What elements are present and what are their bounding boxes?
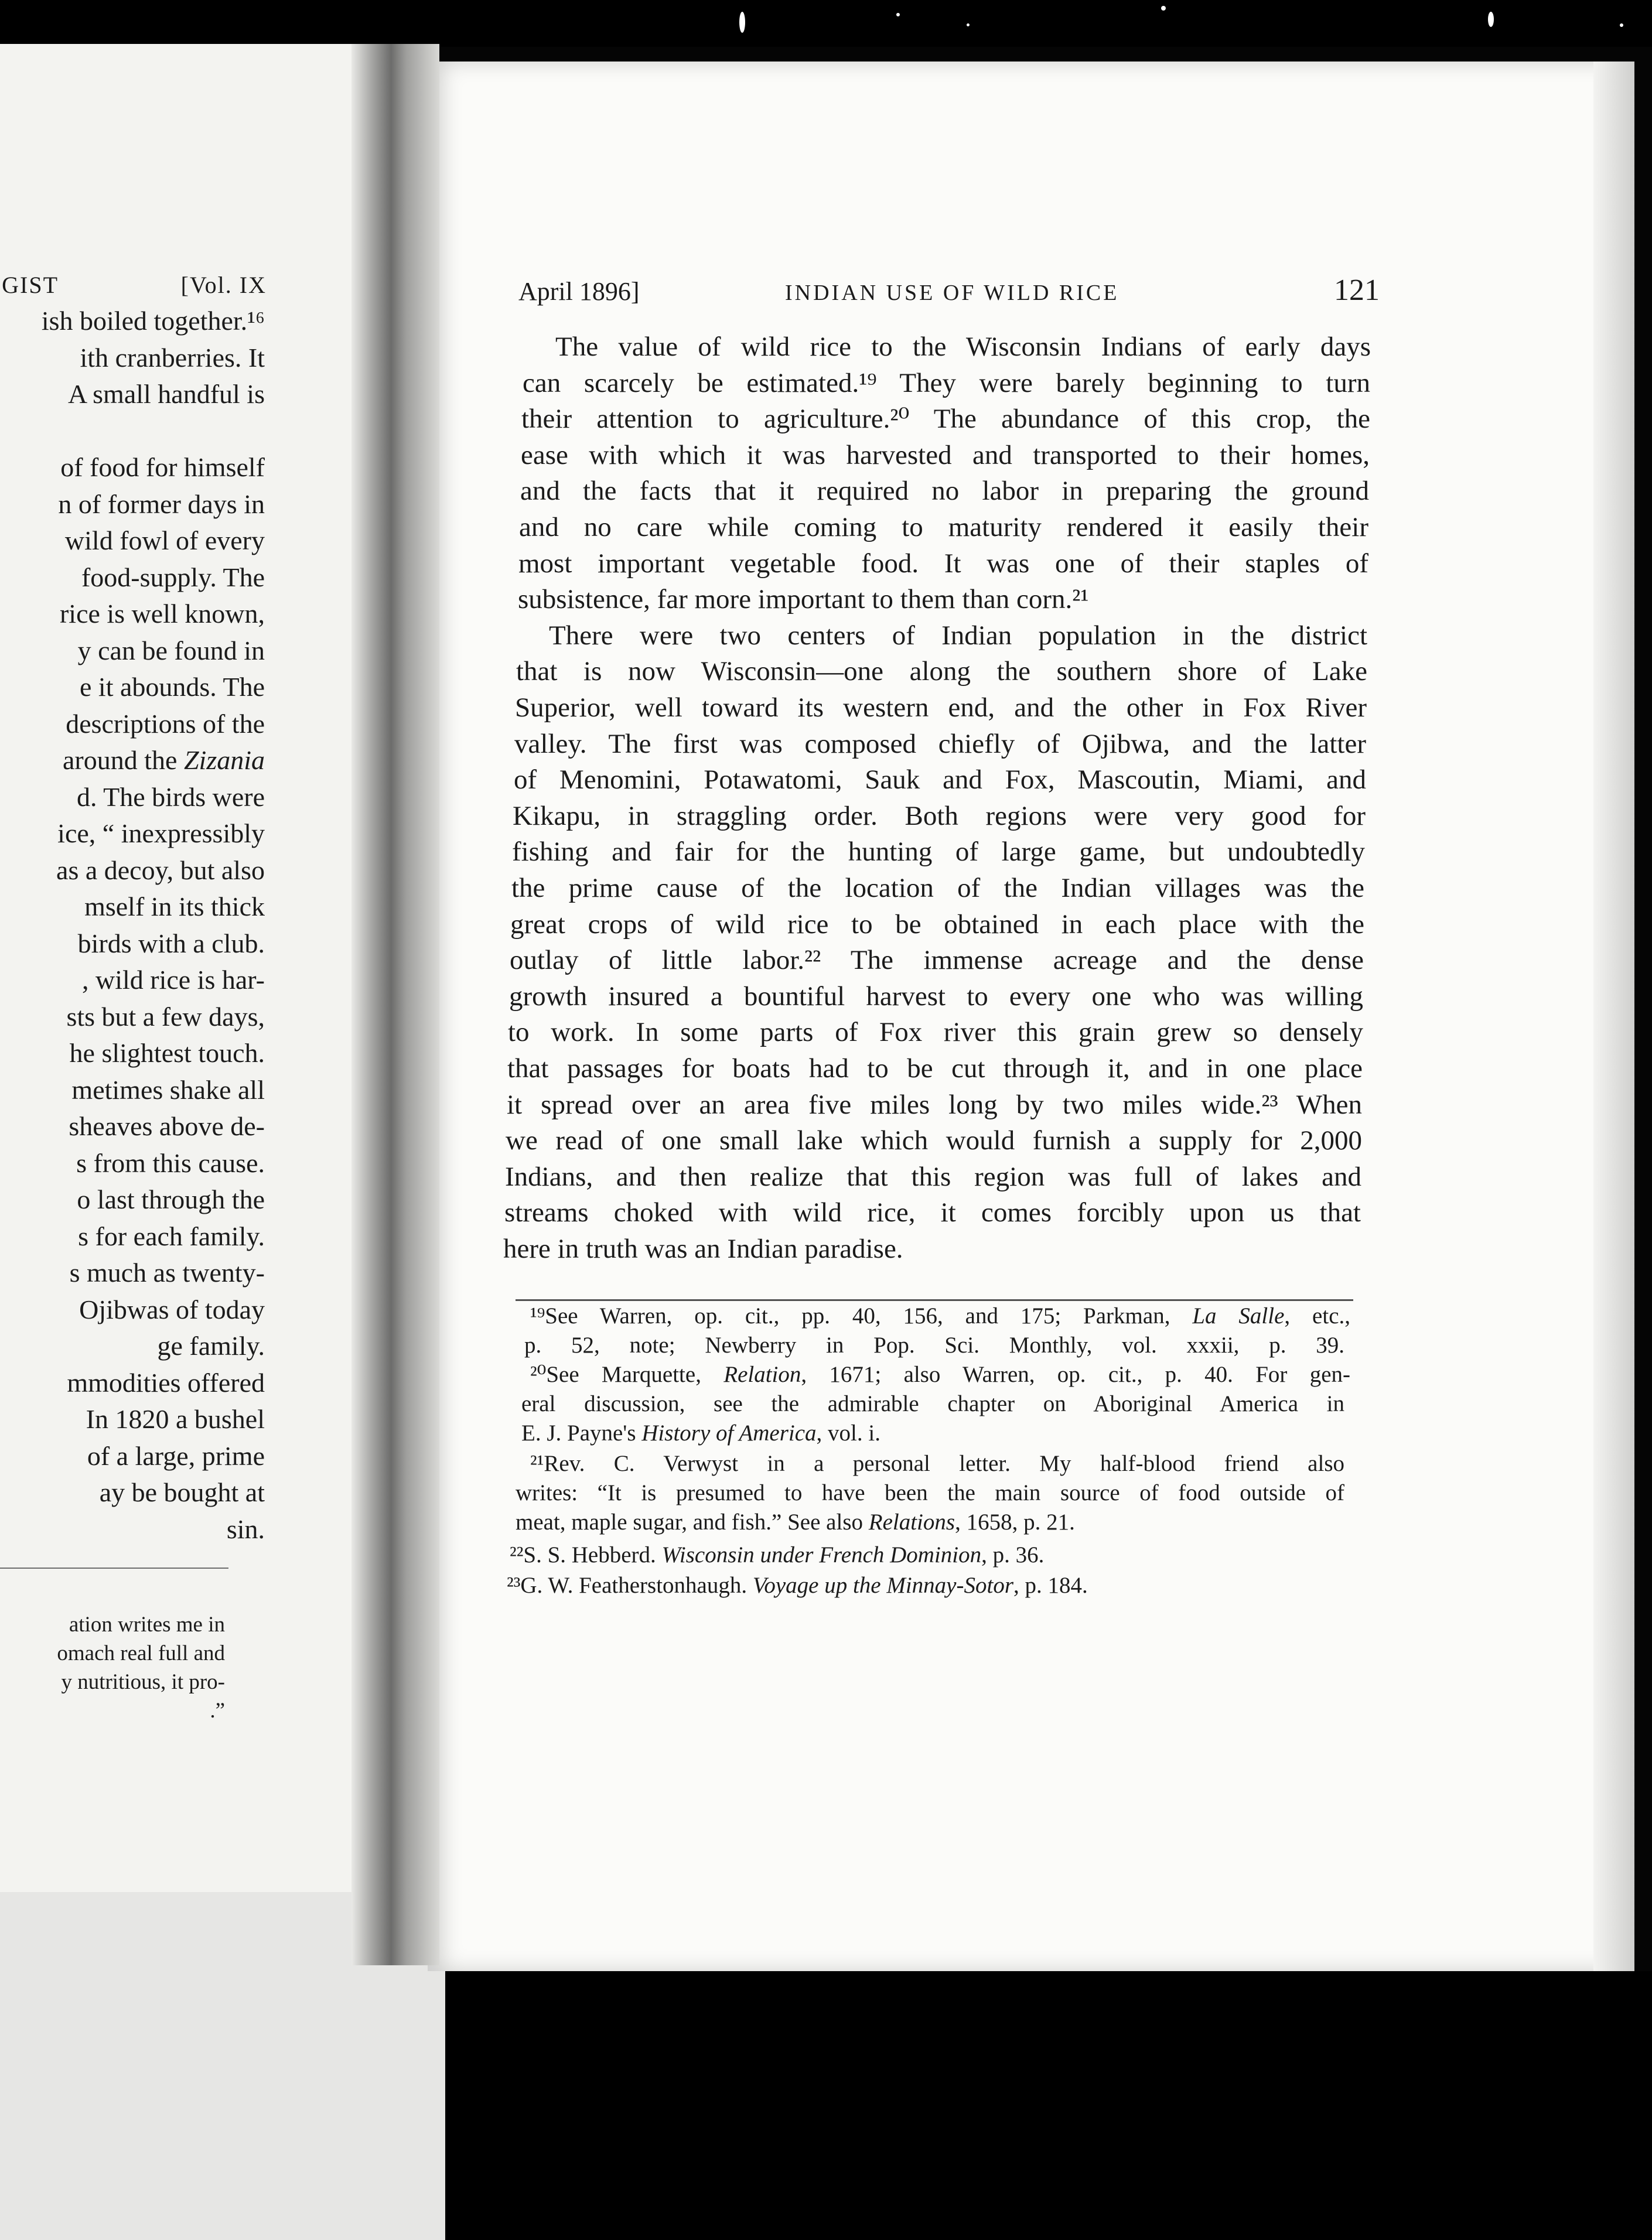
left-page-line: n of former days in: [58, 489, 265, 519]
page-number: 121: [1334, 274, 1380, 307]
left-page-line: mself in its thick: [84, 892, 265, 921]
left-page-line: descriptions of the: [66, 709, 265, 739]
body-line: Indians, and then realize that this region was full of lakes and: [505, 1162, 1361, 1192]
left-page-line: around the Zizania: [63, 745, 265, 775]
left-page-line: A small handful is: [67, 379, 265, 409]
footnote-text: ²¹Rev. C. Verwyst in a personal letter. My half-blood friend also: [530, 1451, 1344, 1476]
running-head-title: INDIAN USE OF WILD RICE: [785, 281, 1119, 305]
left-page-line: ay be bought at: [99, 1477, 265, 1507]
left-page-line: Ojibwas of today: [79, 1295, 265, 1324]
left-page-line: In 1820 a bushel: [86, 1404, 265, 1434]
left-page-line: s for each family.: [78, 1221, 265, 1251]
italic-term: Zizania: [183, 745, 265, 775]
body-line: The value of wild rice to the Wisconsin Indians of early days: [555, 332, 1371, 362]
footnote-text: ²⁰See Marquette,: [530, 1362, 724, 1387]
left-page-line: food-supply. The: [81, 562, 265, 592]
footnote-21: [530, 1449, 1344, 1478]
footnote-20-cont: [521, 1389, 1344, 1419]
footnote-22: [510, 1541, 1330, 1570]
scan-speck: [1488, 12, 1494, 27]
body-line: Superior, well toward its western end, and the other in Fox River: [515, 692, 1367, 723]
scan-speck: [1620, 23, 1623, 27]
left-page-line: ice, “ inexpressibly: [57, 818, 265, 848]
body-line: great crops of wild rice to be obtained in each place with the: [510, 909, 1364, 940]
footnote-text: p. 52, note; Newberry in Pop. Sci. Monthly, vol. xxxii, p. 39.: [524, 1333, 1344, 1358]
footnote-citation: History of America: [641, 1421, 817, 1446]
left-page-line: o last through the: [77, 1184, 265, 1214]
body-line: their attention to agriculture.²⁰ The abundance of this crop, the: [521, 404, 1370, 434]
body-line: There were two centers of Indian population in the district: [549, 620, 1367, 651]
left-page-line: metimes shake all: [71, 1075, 265, 1105]
body-line: subsistence, far more important to them than corn.²¹: [518, 584, 1089, 614]
left-page-line: as a decoy, but also: [56, 855, 265, 885]
left-page-line: he slightest touch.: [69, 1038, 265, 1068]
footnote-text: eral discussion, see the admirable chapter on Aboriginal America in: [521, 1391, 1344, 1416]
body-line: we read of one small lake which would furnish a supply for 2,000: [506, 1125, 1362, 1156]
body-line: most important vegetable food. It was one of their staples of: [518, 548, 1368, 579]
left-page-footnote-line: y nutritious, it pro-: [61, 1670, 225, 1694]
left-page-line: mmodities offered: [67, 1368, 265, 1398]
footnote-21-cont: [516, 1478, 1344, 1508]
footnote-text: , 1671; also Warren, op. cit., p. 40. For gen-: [801, 1362, 1350, 1387]
body-line: Kikapu, in straggling order. Both regions were very good for: [513, 801, 1366, 831]
footnote-text: , p. 36.: [981, 1542, 1045, 1568]
left-page-line: sheaves above de-: [69, 1111, 265, 1141]
left-page-line: ish boiled together.¹⁶: [41, 306, 265, 336]
left-page-line: wild fowl of every: [64, 525, 265, 555]
body-line: valley. The first was composed chiefly of Ojibwa, and the latter: [514, 729, 1366, 759]
footnote-20: [530, 1360, 1350, 1389]
body-line: here in truth was an Indian paradise.: [503, 1234, 903, 1264]
footnote-text: ¹⁹See Warren, op. cit., pp. 40, 156, and 175; Parkman,: [530, 1303, 1193, 1329]
footnote-text: ²³G. W. Featherstonhaugh.: [507, 1573, 753, 1598]
left-page-footnote-line: omach real full and: [57, 1641, 225, 1665]
body-line: the prime cause of the location of the Indian villages was the: [511, 873, 1364, 903]
footnote-20-cont: [521, 1419, 1344, 1448]
left-running-head-title: GIST: [2, 272, 59, 298]
body-line: to work. In some parts of Fox river this grain grew so densely: [508, 1017, 1363, 1047]
left-page-line: e it abounds. The: [80, 672, 265, 702]
body-line: outlay of little labor.²² The immense acreage and the dense: [510, 945, 1364, 975]
body-line: of Menomini, Potawatomi, Sauk and Fox, Mascoutin, Miami, and: [514, 764, 1366, 795]
footnote-citation: Voyage up the Minnay-Sotor: [752, 1573, 1013, 1598]
footnote-text: , etc.,: [1284, 1303, 1351, 1329]
body-line: can scarcely be estimated.¹⁹ They were barely beginning to turn: [523, 368, 1370, 398]
footnote-21-cont: [516, 1508, 1344, 1537]
body-line: and the facts that it required no labor in preparing the ground: [520, 476, 1369, 506]
footnote-text: , 1658, p. 21.: [955, 1510, 1075, 1535]
right-page-edge: [1593, 62, 1634, 1977]
footnote-text: writes: “It is presumed to have been the main source of food outside of: [516, 1480, 1344, 1505]
footnote-citation: Relation: [723, 1362, 801, 1387]
body-line: and no care while coming to maturity rendered it easily their: [519, 512, 1368, 542]
left-page-footnote-line: .”: [210, 1699, 225, 1723]
body-line: that is now Wisconsin—one along the southern shore of Lake: [516, 656, 1367, 687]
body-line: streams choked with wild rice, it comes forcibly upon us that: [504, 1197, 1361, 1228]
left-page-footnote-line: ation writes me in: [69, 1613, 225, 1637]
footnote-citation: Relations: [868, 1510, 955, 1535]
body-line: fishing and fair for the hunting of large game, but undoubtedly: [512, 836, 1365, 867]
footnote-citation: La Salle: [1192, 1303, 1285, 1329]
left-page-line: ith cranberries. It: [80, 343, 265, 373]
left-page-line: d. The birds were: [76, 782, 265, 812]
footnote-23: [507, 1571, 1327, 1600]
left-page-line: sts but a few days,: [66, 1002, 265, 1032]
left-page-line: s much as twenty-: [69, 1258, 265, 1288]
body-line: that passages for boats had to be cut through it, and in one place: [507, 1053, 1363, 1084]
footnote-text: E. J. Payne's: [521, 1421, 642, 1446]
left-page-line: of food for himself: [60, 452, 265, 482]
footnote-citation: Wisconsin under French Dominion: [661, 1542, 982, 1568]
left-page-line: rice is well known,: [59, 599, 265, 629]
body-line: it spread over an area five miles long by two miles wide.²³ When: [507, 1090, 1362, 1120]
left-page-line: ge family.: [157, 1331, 265, 1361]
left-running-head-volume: [Vol. IX: [180, 272, 267, 298]
footnote-19: [530, 1302, 1350, 1331]
footnote-19-cont: [524, 1331, 1344, 1360]
left-page-line: y can be found in: [77, 636, 265, 665]
left-page-line: sin.: [226, 1514, 265, 1544]
body-line: growth insured a bountiful harvest to every one who was willing: [509, 981, 1363, 1012]
footnote-text: meat, maple sugar, and fish.” See also: [516, 1510, 869, 1535]
left-page-line: birds with a club.: [77, 928, 265, 958]
footnote-text: ²²S. S. Hebberd.: [510, 1542, 662, 1568]
running-head-date: April 1896]: [518, 277, 640, 306]
footnote-text: , p. 184.: [1013, 1573, 1088, 1598]
left-page-line: , wild rice is har-: [81, 965, 265, 995]
body-line: ease with which it was harvested and transported to their homes,: [521, 440, 1370, 470]
scan-background-corner: [1172, 2027, 1652, 2240]
footnote-text: , vol. i.: [816, 1421, 880, 1446]
left-page-line: s from this cause.: [76, 1148, 265, 1178]
left-page-line: of a large, prime: [87, 1441, 265, 1471]
